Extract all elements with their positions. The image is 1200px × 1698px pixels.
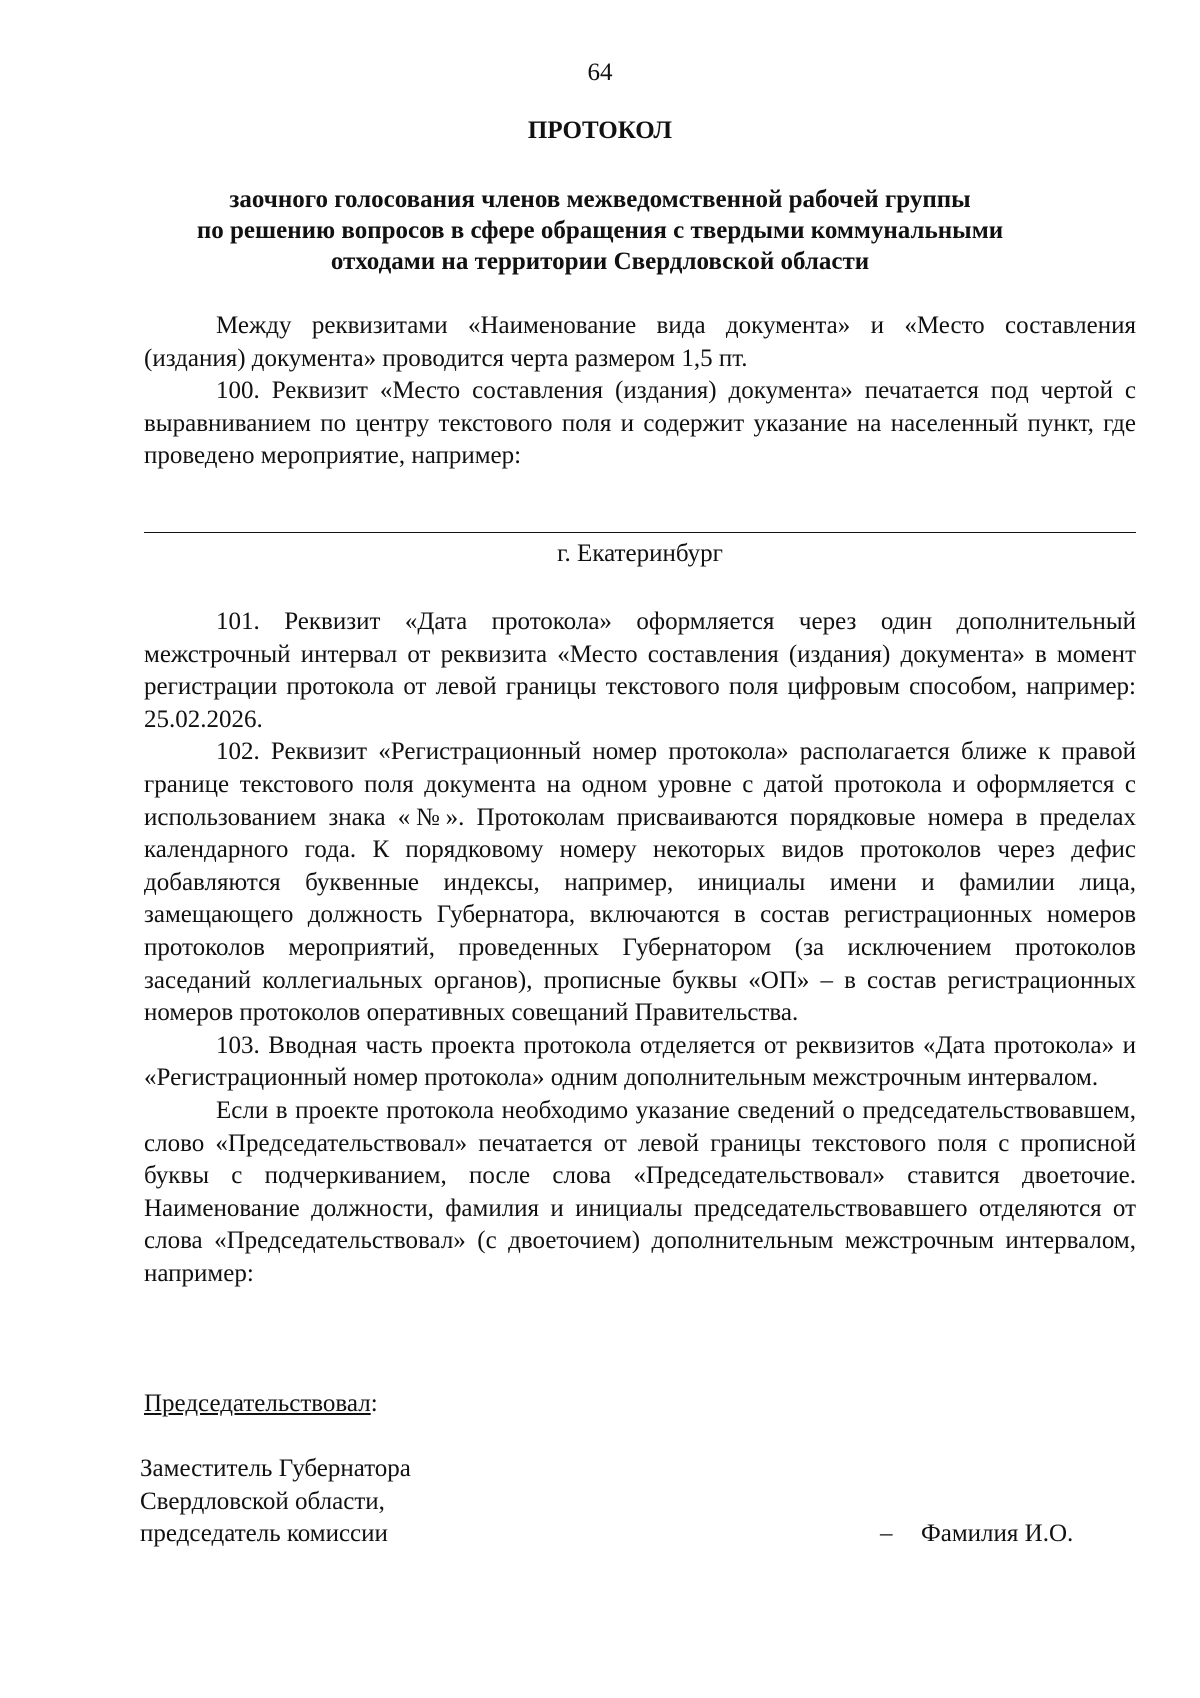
- title-line: по решению вопросов в сфере обращения с твердыми коммунальными: [196, 217, 1004, 244]
- paragraph-text: Реквизит «Регистрационный номер протокола» располагается ближе к правой границе текстового поля документа на одном уровне с датой протокола и оформляется с использованием знака «№». Протоколам присваиваются порядковые номера в пределах календарного года. К порядковому номеру некоторых видов протоколов через дефис добавляются буквенные индексы, например, инициалы имени и фамилии лица, замещающего должность Губернатора, включаются в состав регистрационных номеров протоколов мероприятий, проведенных Губернатором (за исключением протоколов заседаний коллегиальных органов), прописные буквы «ОП» – в состав регистрационных номеров протоколов оперативных совещаний Правительства.: [144, 738, 1137, 1027]
- document-title: [0, 184, 1200, 277]
- paragraph-text: Между реквизитами «Наименование вида документа» и «Место составления (издания) документа» проводится черта размером 1,5 пт.: [144, 312, 1136, 372]
- signature-position: [140, 1453, 411, 1551]
- title-line: отходами на территории Свердловской области: [330, 248, 870, 275]
- separator-line: [144, 532, 1136, 533]
- chaired-word: Председательствовал: [144, 1390, 371, 1417]
- position-line: Заместитель Губернатора: [140, 1455, 411, 1482]
- body-text-lower: [144, 606, 1136, 1290]
- position-line: Свердловской области,: [140, 1487, 385, 1515]
- chaired-colon: :: [370, 1390, 378, 1417]
- paragraph-text: Реквизит «Место составления (издания) документа» печатается под чертой с выравниванием по центру текстового поля и содержит указание на населенный пункт, где проведено мероприятие, например:: [144, 377, 1136, 470]
- paragraph-100: [144, 375, 1136, 473]
- chaired-label: [144, 1388, 378, 1420]
- paragraph-text: Реквизит «Дата протокола» оформляется через один дополнительный межстрочный интервал от реквизита «Место составления (издания) документа» в момент регистрации протокола от левой границы текстового поля цифровым способом, например: 25.02.2026.: [144, 608, 1136, 733]
- paragraph-102: [144, 736, 1136, 1029]
- paragraph-number: 101.: [216, 608, 260, 635]
- page-number: 64: [587, 59, 613, 86]
- paragraph: [144, 1095, 1136, 1291]
- paragraph-text: Если в проекте протокола необходимо указание сведений о председательствовавшем, слово «Председательствовал» печатается от левой границы текстового поля с прописной буквы с подчеркиванием, после слова «Председательствовал» ставится двоеточие. Наименование должности, фамилия и инициалы председательствовавшего отделяются от слова «Председательствовал» (с двоеточием) дополнительным межстрочным интервалом, например:: [144, 1096, 1136, 1287]
- paragraph-103: [144, 1030, 1136, 1095]
- paragraph-number: 103.: [216, 1031, 260, 1059]
- body-text-upper: [144, 310, 1136, 473]
- paragraph-number: 102.: [216, 738, 260, 766]
- title-line: заочного голосования членов межведомственной рабочей группы: [229, 186, 971, 213]
- position-line: председатель комиссии: [140, 1520, 388, 1547]
- document-type-heading: ПРОТОКОЛ: [527, 117, 673, 144]
- paragraph-number: 100.: [216, 377, 260, 405]
- paragraph: [144, 310, 1136, 375]
- signature-name: Фамилия И.О.: [921, 1520, 1074, 1547]
- place-of-issue: г. Екатеринбург: [557, 540, 723, 567]
- paragraph-101: [144, 606, 1136, 736]
- paragraph-text: Вводная часть проекта протокола отделяется от реквизитов «Дата протокола» и «Регистрационный номер протокола» одним дополнительным межстрочным интервалом.: [144, 1031, 1137, 1092]
- signature-dash: –: [880, 1520, 893, 1547]
